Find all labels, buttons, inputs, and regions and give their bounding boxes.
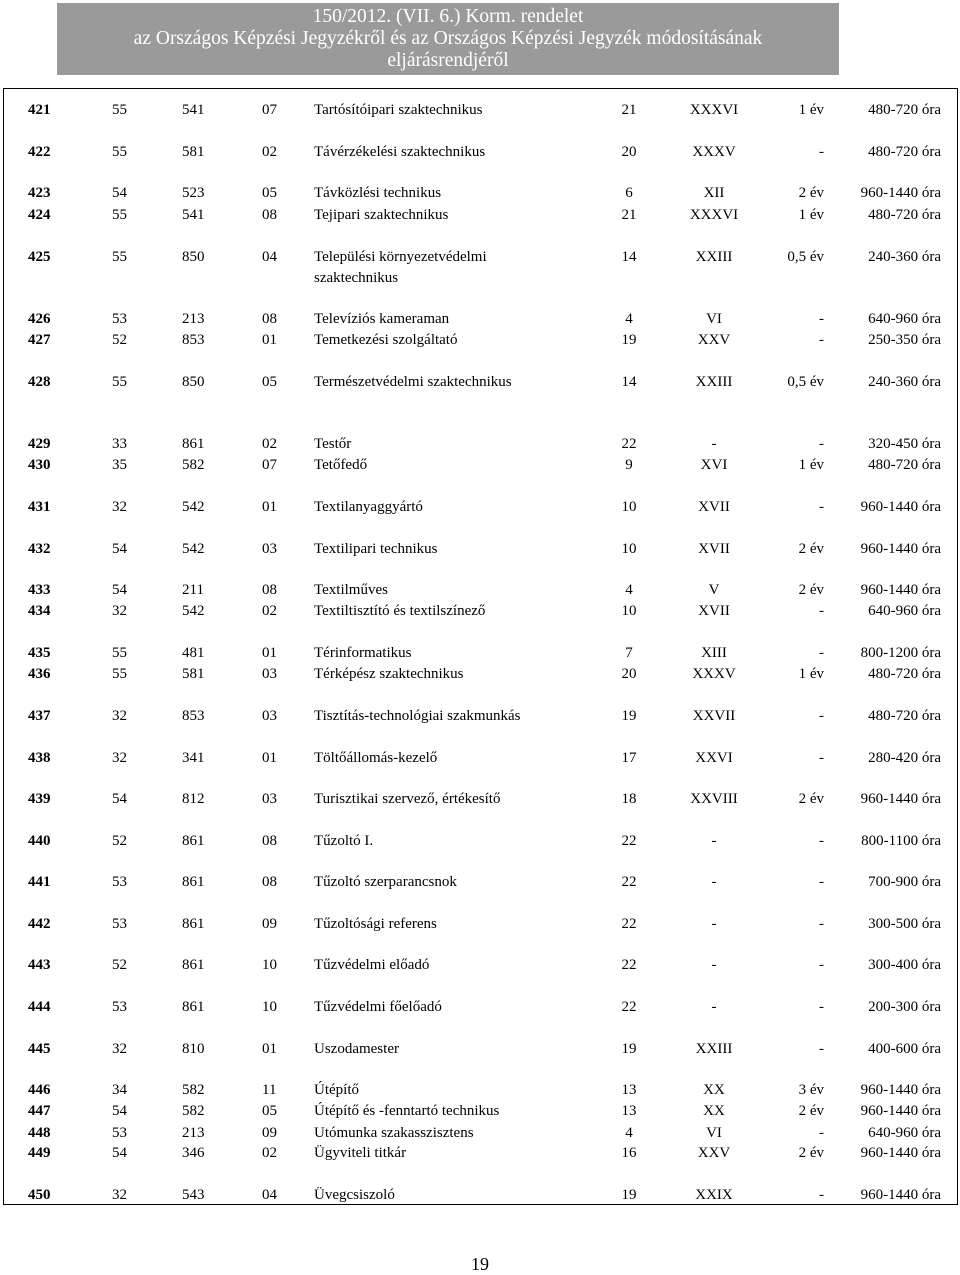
code-part-2: 542 xyxy=(182,499,205,515)
code-part-2: 812 xyxy=(182,791,205,807)
row-number: 437 xyxy=(28,708,51,724)
level: 22 xyxy=(621,436,637,452)
qualification-name: Televíziós kameraman xyxy=(314,311,450,327)
qualification-name: Tetőfedő xyxy=(314,457,368,473)
row-number: 438 xyxy=(28,750,51,766)
duration: - xyxy=(819,645,824,661)
hours: 480-720 óra xyxy=(868,666,941,682)
row-number: 446 xyxy=(28,1082,51,1098)
level: 21 xyxy=(621,102,637,118)
code-part-2: 346 xyxy=(182,1145,205,1161)
hours: 800-1200 óra xyxy=(860,645,941,661)
qualification-name: Testőr xyxy=(314,436,352,452)
level: 14 xyxy=(621,249,637,265)
qualification-name: Utómunka szakasszisztens xyxy=(314,1125,474,1141)
level: 22 xyxy=(621,999,637,1015)
code-part-3: 02 xyxy=(262,436,277,452)
code-part-2: 481 xyxy=(182,645,205,661)
area-code: XXIII xyxy=(695,374,733,390)
qualification-name: Temetkezési szolgáltató xyxy=(314,332,458,348)
area-code: XXXV xyxy=(692,144,736,160)
qualification-name: Ügyviteli titkár xyxy=(314,1145,407,1161)
code-part-1: 32 xyxy=(112,1187,127,1203)
row-number: 426 xyxy=(28,311,51,327)
row-number: 441 xyxy=(28,874,51,890)
code-part-3: 08 xyxy=(262,207,277,223)
code-part-1: 55 xyxy=(112,102,127,118)
code-part-1: 53 xyxy=(112,311,127,327)
level: 19 xyxy=(621,1041,637,1057)
code-part-3: 10 xyxy=(262,999,277,1015)
qualification-name: Tisztítás-technológiai szakmunkás xyxy=(314,708,521,724)
qualification-name: Textilműves xyxy=(314,582,388,598)
area-code: VI xyxy=(706,311,722,327)
code-part-2: 541 xyxy=(182,102,205,118)
hours: 280-420 óra xyxy=(868,750,941,766)
qualification-name: Tejipari szaktechnikus xyxy=(314,207,449,223)
level: 20 xyxy=(621,144,637,160)
hours: 300-400 óra xyxy=(868,957,941,973)
code-part-3: 05 xyxy=(262,1103,277,1119)
duration: - xyxy=(819,750,824,766)
code-part-2: 853 xyxy=(182,332,205,348)
duration: 1 év xyxy=(798,207,824,223)
code-part-2: 582 xyxy=(182,1082,205,1098)
qualification-name: Textiltisztító és textilszínező xyxy=(314,603,486,619)
duration: - xyxy=(819,436,824,452)
hours: 300-500 óra xyxy=(868,916,941,932)
header-line-3: eljárásrendjéről xyxy=(387,50,509,71)
code-part-1: 52 xyxy=(112,833,127,849)
code-part-2: 543 xyxy=(182,1187,205,1203)
area-code: XXIX xyxy=(695,1187,733,1203)
area-code: XXXVI xyxy=(689,207,739,223)
hours: 960-1440 óra xyxy=(860,1145,941,1161)
code-part-1: 52 xyxy=(112,957,127,973)
level: 16 xyxy=(621,1145,637,1161)
duration: 2 év xyxy=(798,185,824,201)
hours: 640-960 óra xyxy=(868,603,941,619)
code-part-3: 01 xyxy=(262,332,277,348)
area-code: XVI xyxy=(700,457,728,473)
header-line-2: az Országos Képzési Jegyzékről és az Országos Képzési Jegyzék módosításának xyxy=(133,28,763,49)
code-part-1: 55 xyxy=(112,374,127,390)
qualification-name: Töltőállomás-kezelő xyxy=(314,750,438,766)
qualification-name: Távközlési technikus xyxy=(314,185,442,201)
qualification-name: Térinformatikus xyxy=(314,645,412,661)
level: 20 xyxy=(621,666,637,682)
code-part-2: 582 xyxy=(182,1103,205,1119)
area-code: - xyxy=(711,999,717,1015)
code-part-2: 861 xyxy=(182,916,205,932)
code-part-3: 01 xyxy=(262,1041,277,1057)
row-number: 439 xyxy=(28,791,51,807)
page-number: 19 xyxy=(471,1254,489,1274)
duration: - xyxy=(819,874,824,890)
code-part-3: 08 xyxy=(262,833,277,849)
row-number: 435 xyxy=(28,645,51,661)
duration: 2 év xyxy=(798,582,824,598)
code-part-1: 55 xyxy=(112,249,127,265)
duration: - xyxy=(819,1041,824,1057)
code-part-2: 581 xyxy=(182,144,205,160)
row-number: 448 xyxy=(28,1125,51,1141)
hours: 480-720 óra xyxy=(868,708,941,724)
area-code: XXIII xyxy=(695,249,733,265)
area-code: V xyxy=(708,582,720,598)
code-part-2: 213 xyxy=(182,311,205,327)
row-number: 436 xyxy=(28,666,51,682)
code-part-3: 11 xyxy=(262,1082,277,1098)
row-number: 422 xyxy=(28,144,51,160)
code-part-3: 03 xyxy=(262,708,277,724)
duration: - xyxy=(819,833,824,849)
code-part-2: 341 xyxy=(182,750,205,766)
code-part-3: 10 xyxy=(262,957,277,973)
code-part-3: 03 xyxy=(262,666,277,682)
code-part-2: 810 xyxy=(182,1041,205,1057)
row-number: 447 xyxy=(28,1103,51,1119)
code-part-1: 53 xyxy=(112,999,127,1015)
code-part-3: 09 xyxy=(262,1125,277,1141)
duration: 2 év xyxy=(798,541,824,557)
duration: 1 év xyxy=(798,102,824,118)
row-number: 444 xyxy=(28,999,51,1015)
qualification-name: Útépítő és -fenntartó technikus xyxy=(314,1103,500,1119)
code-part-2: 853 xyxy=(182,708,205,724)
code-part-2: 861 xyxy=(182,999,205,1015)
duration: 0,5 év xyxy=(787,374,824,390)
level: 10 xyxy=(621,541,637,557)
code-part-1: 54 xyxy=(112,185,127,201)
level: 13 xyxy=(621,1082,637,1098)
code-part-1: 54 xyxy=(112,1145,127,1161)
code-part-3: 02 xyxy=(262,1145,277,1161)
code-part-1: 32 xyxy=(112,1041,127,1057)
duration: 0,5 év xyxy=(787,249,824,265)
duration: - xyxy=(819,708,824,724)
hours: 960-1440 óra xyxy=(860,499,941,515)
duration: - xyxy=(819,311,824,327)
code-part-3: 09 xyxy=(262,916,277,932)
level: 21 xyxy=(621,207,637,223)
code-part-1: 54 xyxy=(112,791,127,807)
area-code: - xyxy=(711,957,717,973)
code-part-1: 32 xyxy=(112,603,127,619)
area-code: XXIII xyxy=(695,1041,733,1057)
qualification-name: Tűzoltó szerparancsnok xyxy=(314,874,457,890)
code-part-3: 01 xyxy=(262,499,277,515)
row-number: 423 xyxy=(28,185,51,201)
level: 10 xyxy=(621,499,637,515)
level: 4 xyxy=(625,582,633,598)
hours: 960-1440 óra xyxy=(860,1187,941,1203)
code-part-1: 54 xyxy=(112,1103,127,1119)
hours: 640-960 óra xyxy=(868,1125,941,1141)
qualification-name: Természetvédelmi szaktechnikus xyxy=(314,374,512,390)
qualification-name: Települési környezetvédelmi xyxy=(314,249,487,265)
qualification-table xyxy=(3,88,958,1205)
level: 18 xyxy=(621,791,637,807)
level: 13 xyxy=(621,1103,637,1119)
level: 4 xyxy=(625,1125,633,1141)
row-number: 442 xyxy=(28,916,51,932)
duration: 2 év xyxy=(798,1145,824,1161)
hours: 250-350 óra xyxy=(868,332,941,348)
area-code: XII xyxy=(703,185,725,201)
duration: 2 év xyxy=(798,791,824,807)
code-part-1: 33 xyxy=(112,436,127,452)
row-number: 433 xyxy=(28,582,51,598)
qualification-name: Tűzvédelmi főelőadó xyxy=(314,999,442,1015)
qualification-name: Tűzoltósági referens xyxy=(314,916,437,932)
row-number: 432 xyxy=(28,541,51,557)
code-part-3: 05 xyxy=(262,185,277,201)
area-code: - xyxy=(711,833,717,849)
level: 22 xyxy=(621,833,637,849)
row-number: 431 xyxy=(28,499,51,515)
qualification-name: Tűzoltó I. xyxy=(314,833,374,849)
qualification-name: Tűzvédelmi előadó xyxy=(314,957,430,973)
code-part-3: 03 xyxy=(262,541,277,557)
area-code: XXXVI xyxy=(689,102,739,118)
code-part-1: 53 xyxy=(112,1125,127,1141)
code-part-2: 541 xyxy=(182,207,205,223)
code-part-2: 861 xyxy=(182,833,205,849)
code-part-2: 581 xyxy=(182,666,205,682)
code-part-1: 53 xyxy=(112,916,127,932)
row-number: 443 xyxy=(28,957,51,973)
code-part-2: 523 xyxy=(182,185,205,201)
code-part-1: 32 xyxy=(112,499,127,515)
hours: 240-360 óra xyxy=(868,374,941,390)
row-number: 421 xyxy=(28,102,51,118)
hours: 960-1440 óra xyxy=(860,185,941,201)
code-part-2: 850 xyxy=(182,249,205,265)
qualification-name: Útépítő xyxy=(314,1082,359,1098)
code-part-3: 04 xyxy=(262,249,277,265)
area-code: XXVII xyxy=(692,708,736,724)
code-part-2: 861 xyxy=(182,957,205,973)
code-part-3: 01 xyxy=(262,645,277,661)
area-code: XXV xyxy=(697,1145,731,1161)
area-code: XX xyxy=(703,1082,725,1098)
area-code: XVII xyxy=(698,603,730,619)
hours: 480-720 óra xyxy=(868,207,941,223)
hours: 960-1440 óra xyxy=(860,1082,941,1098)
area-code: XXVI xyxy=(695,750,733,766)
code-part-1: 35 xyxy=(112,457,127,473)
qualification-name: Térképész szaktechnikus xyxy=(314,666,464,682)
row-number: 450 xyxy=(28,1187,51,1203)
row-number: 445 xyxy=(28,1041,51,1057)
document-header xyxy=(57,3,839,75)
hours: 200-300 óra xyxy=(868,999,941,1015)
code-part-3: 05 xyxy=(262,374,277,390)
duration: - xyxy=(819,144,824,160)
area-code: XVII xyxy=(698,499,730,515)
code-part-3: 08 xyxy=(262,582,277,598)
code-part-2: 582 xyxy=(182,457,205,473)
level: 22 xyxy=(621,916,637,932)
hours: 960-1440 óra xyxy=(860,541,941,557)
code-part-3: 04 xyxy=(262,1187,277,1203)
area-code: - xyxy=(711,436,717,452)
level: 9 xyxy=(625,457,633,473)
code-part-3: 01 xyxy=(262,750,277,766)
code-part-2: 542 xyxy=(182,603,205,619)
duration: - xyxy=(819,1187,824,1203)
hours: 480-720 óra xyxy=(868,457,941,473)
hours: 320-450 óra xyxy=(868,436,941,452)
duration: - xyxy=(819,499,824,515)
area-code: - xyxy=(711,916,717,932)
level: 7 xyxy=(625,645,633,661)
qualification-name: Tartósítóipari szaktechnikus xyxy=(314,102,483,118)
code-part-1: 54 xyxy=(112,541,127,557)
level: 14 xyxy=(621,374,637,390)
qualification-name: Textilanyaggyártó xyxy=(314,499,423,515)
row-number: 427 xyxy=(28,332,51,348)
code-part-2: 213 xyxy=(182,1125,205,1141)
duration: - xyxy=(819,1125,824,1141)
row-number: 440 xyxy=(28,833,51,849)
qualification-name: Turisztikai szervező, értékesítő xyxy=(314,791,501,807)
level: 6 xyxy=(625,185,633,201)
hours: 480-720 óra xyxy=(868,144,941,160)
row-number: 449 xyxy=(28,1145,51,1161)
row-number: 430 xyxy=(28,457,51,473)
code-part-2: 542 xyxy=(182,541,205,557)
code-part-1: 55 xyxy=(112,666,127,682)
code-part-1: 32 xyxy=(112,708,127,724)
qualification-name: Uszodamester xyxy=(314,1041,399,1057)
code-part-1: 55 xyxy=(112,207,127,223)
code-part-3: 07 xyxy=(262,102,277,118)
qualification-name: Textilipari technikus xyxy=(314,541,438,557)
hours: 800-1100 óra xyxy=(861,833,941,849)
level: 22 xyxy=(621,957,637,973)
code-part-1: 55 xyxy=(112,645,127,661)
hours: 240-360 óra xyxy=(868,249,941,265)
duration: 1 év xyxy=(798,666,824,682)
header-line-1: 150/2012. (VII. 6.) Korm. rendelet xyxy=(312,6,584,27)
code-part-2: 211 xyxy=(182,582,204,598)
code-part-1: 32 xyxy=(112,750,127,766)
area-code: XIII xyxy=(701,645,727,661)
code-part-2: 850 xyxy=(182,374,205,390)
code-part-3: 07 xyxy=(262,457,277,473)
code-part-1: 34 xyxy=(112,1082,127,1098)
hours: 960-1440 óra xyxy=(860,791,941,807)
area-code: XXV xyxy=(697,332,731,348)
area-code: XVII xyxy=(698,541,730,557)
code-part-1: 54 xyxy=(112,582,127,598)
duration: 1 év xyxy=(798,457,824,473)
level: 19 xyxy=(621,708,637,724)
row-number: 429 xyxy=(28,436,51,452)
qualification-name-continued: szaktechnikus xyxy=(314,270,399,286)
code-part-2: 861 xyxy=(182,436,205,452)
code-part-3: 02 xyxy=(262,603,277,619)
row-number: 428 xyxy=(28,374,51,390)
code-part-1: 52 xyxy=(112,332,127,348)
duration: - xyxy=(819,957,824,973)
hours: 960-1440 óra xyxy=(860,582,941,598)
hours: 700-900 óra xyxy=(868,874,941,890)
area-code: XXXV xyxy=(692,666,736,682)
hours: 960-1440 óra xyxy=(860,1103,941,1119)
level: 17 xyxy=(621,750,637,766)
hours: 480-720 óra xyxy=(868,102,941,118)
code-part-3: 03 xyxy=(262,791,277,807)
level: 19 xyxy=(621,1187,637,1203)
area-code: - xyxy=(711,874,717,890)
code-part-1: 53 xyxy=(112,874,127,890)
code-part-1: 55 xyxy=(112,144,127,160)
code-part-3: 08 xyxy=(262,874,277,890)
row-number: 434 xyxy=(28,603,51,619)
code-part-2: 861 xyxy=(182,874,205,890)
area-code: VI xyxy=(706,1125,722,1141)
hours: 400-600 óra xyxy=(868,1041,941,1057)
qualification-name: Üvegcsiszoló xyxy=(314,1187,395,1203)
row-number: 425 xyxy=(28,249,51,265)
row-number: 424 xyxy=(28,207,51,223)
level: 22 xyxy=(621,874,637,890)
duration: - xyxy=(819,916,824,932)
duration: 3 év xyxy=(798,1082,824,1098)
qualification-name: Távérzékelési szaktechnikus xyxy=(314,144,486,160)
level: 19 xyxy=(621,332,637,348)
code-part-3: 02 xyxy=(262,144,277,160)
duration: - xyxy=(819,332,824,348)
level: 4 xyxy=(625,311,633,327)
area-code: XX xyxy=(703,1103,725,1119)
duration: 2 év xyxy=(798,1103,824,1119)
area-code: XXVIII xyxy=(690,791,738,807)
level: 10 xyxy=(621,603,637,619)
duration: - xyxy=(819,603,824,619)
code-part-3: 08 xyxy=(262,311,277,327)
duration: - xyxy=(819,999,824,1015)
hours: 640-960 óra xyxy=(868,311,941,327)
